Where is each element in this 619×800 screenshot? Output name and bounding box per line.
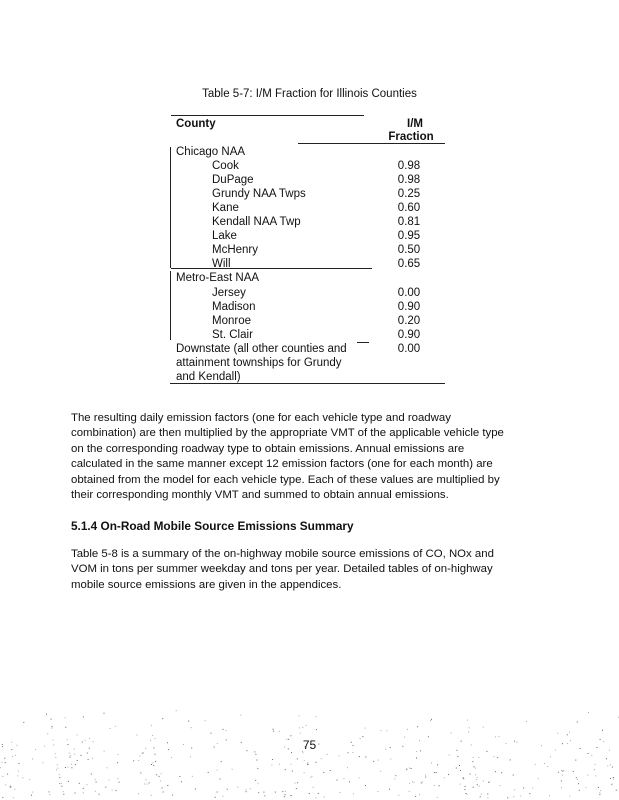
county-fraction: 0.20 xyxy=(397,315,421,327)
body-paragraph-emissions xyxy=(71,411,549,503)
county-fraction: 0.90 xyxy=(397,329,421,341)
county-fraction: 0.95 xyxy=(397,230,421,242)
column-header-fraction-line1: I/M xyxy=(407,118,423,130)
county-name: Lake xyxy=(212,230,237,242)
county-name: Grundy NAA Twps xyxy=(212,188,306,200)
downstate-label-line3: and Kendall) xyxy=(176,371,241,383)
paragraph-line: combination) are then multiplied by the appropriate VMT of the applicable vehicle type xyxy=(71,427,504,440)
paragraph-line: obtained from the model for each vehicle type. Each of these values are multiplied by xyxy=(71,473,500,486)
county-name: Jersey xyxy=(212,287,246,299)
county-name: Cook xyxy=(212,160,239,172)
table-group-divider xyxy=(171,268,372,269)
county-fraction: 0.60 xyxy=(397,202,421,214)
county-name: Madison xyxy=(212,301,256,313)
county-fraction: 0.65 xyxy=(397,258,421,270)
county-name: DuPage xyxy=(212,174,254,186)
county-fraction: 0.98 xyxy=(397,160,421,172)
county-fraction: 0.25 xyxy=(397,188,421,200)
county-fraction: 0.90 xyxy=(397,301,421,313)
table-top-rule xyxy=(171,115,364,116)
column-header-fraction-line2: Fraction xyxy=(388,131,434,143)
downstate-label-line2: attainment townships for Grundy xyxy=(176,357,342,369)
paragraph-line: Table 5-8 is a summary of the on-highway mobile source emissions of CO, NOx and xyxy=(71,548,494,560)
county-name: Will xyxy=(212,258,231,270)
paragraph-line: calculated in the same manner except 12 emission factors (one for each month) are xyxy=(71,458,493,471)
county-name: Kendall NAA Twp xyxy=(212,216,301,228)
table-downstate-divider xyxy=(357,342,369,343)
paragraph-line: The resulting daily emission factors (one for each vehicle type and roadway xyxy=(71,412,451,424)
section-heading: 5.1.4 On-Road Mobile Source Emissions Summary xyxy=(71,519,354,533)
group-label-chicago: Chicago NAA xyxy=(176,146,246,158)
paragraph-line: their corresponding monthly VMT and summed to obtain annual emissions. xyxy=(71,489,449,502)
downstate-label-line1: Downstate (all other counties and xyxy=(176,343,347,355)
table-left-border-metro xyxy=(170,271,171,340)
group-label-metro-east: Metro-East NAA xyxy=(176,272,260,284)
county-fraction: 0.50 xyxy=(397,244,421,256)
table-left-border-chicago xyxy=(170,147,171,268)
paragraph-line: VOM in tons per summer weekday and tons per year. Detailed tables of on-highway xyxy=(71,563,493,576)
county-name: St. Clair xyxy=(212,329,253,341)
county-fraction: 0.00 xyxy=(397,287,421,299)
body-paragraph-summary xyxy=(71,547,549,593)
column-header-county: County xyxy=(176,118,216,130)
county-fraction: 0.98 xyxy=(397,174,421,186)
table-caption: Table 5-7: I/M Fraction for Illinois Counties xyxy=(202,88,417,100)
downstate-fraction: 0.00 xyxy=(397,343,421,355)
county-fraction: 0.81 xyxy=(397,216,421,228)
county-name: McHenry xyxy=(212,244,259,256)
paragraph-line: on the corresponding roadway type to obtain emissions. Annual emissions are xyxy=(71,442,465,455)
county-name: Monroe xyxy=(212,315,251,327)
county-name: Kane xyxy=(212,202,239,214)
paragraph-line: mobile source emissions are given in the appendices. xyxy=(71,578,342,591)
page-number: 75 xyxy=(302,738,317,752)
